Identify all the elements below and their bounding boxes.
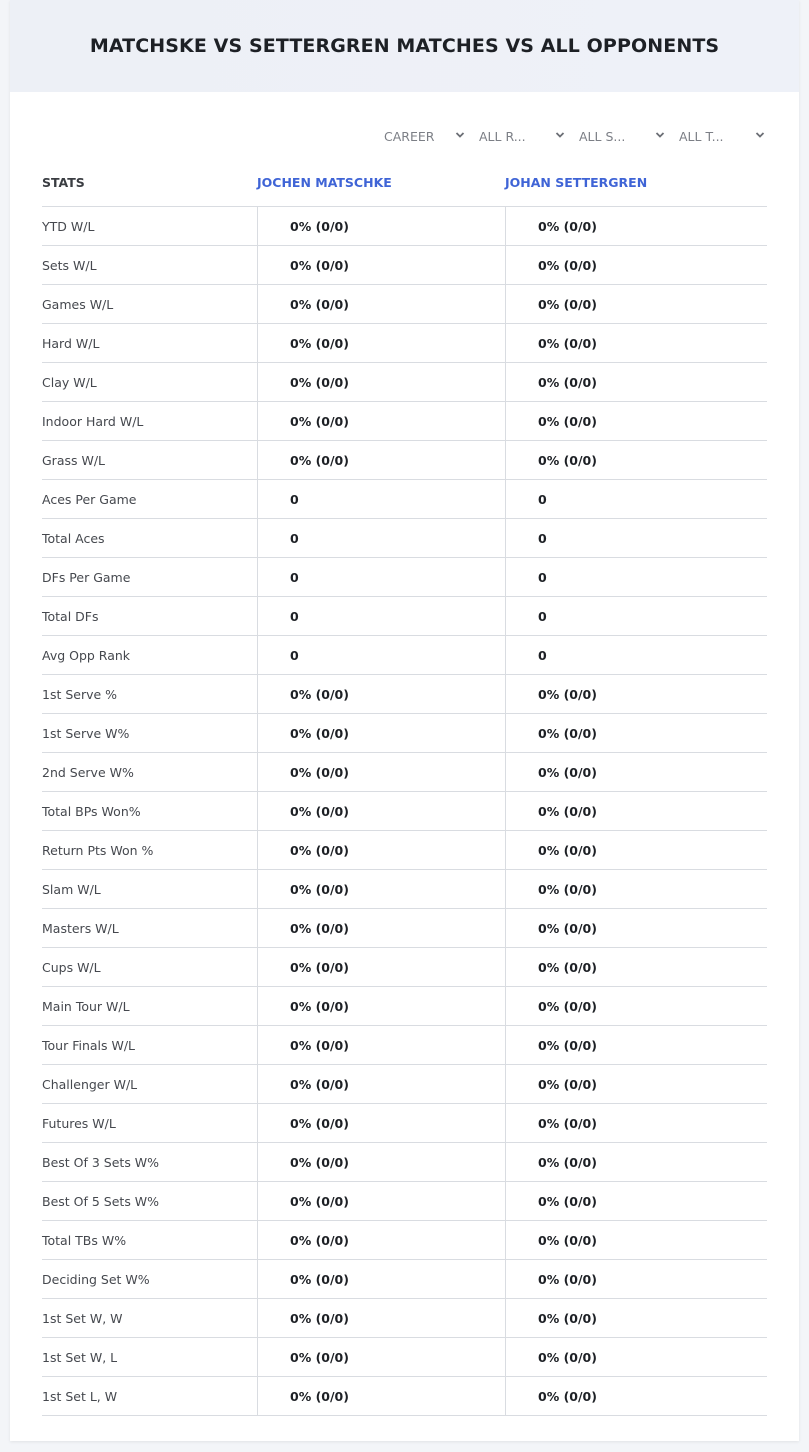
player2-value: 0% (0/0) (505, 831, 767, 869)
player1-value: 0 (257, 519, 505, 557)
stat-label: YTD W/L (42, 218, 95, 234)
player2-value: 0% (0/0) (505, 207, 767, 245)
player2-value: 0% (0/0) (505, 246, 767, 284)
player1-link[interactable]: JOCHEN MATSCHKE (257, 174, 392, 190)
filter-label: ALL T... (679, 128, 724, 144)
column-header-stats: STATS (42, 174, 85, 190)
player1-value: 0% (0/0) (257, 1377, 505, 1415)
filter-bar (10, 124, 799, 148)
player1-value: 0% (0/0) (257, 1182, 505, 1220)
stat-label: Return Pts Won % (42, 842, 154, 858)
table-row (42, 1260, 767, 1299)
player1-value: 0% (0/0) (257, 207, 505, 245)
player1-value: 0% (0/0) (257, 1260, 505, 1298)
player2-value: 0% (0/0) (505, 1299, 767, 1337)
table-row (42, 441, 767, 480)
table-row (42, 558, 767, 597)
table-row (42, 1065, 767, 1104)
player2-value: 0% (0/0) (505, 1104, 767, 1142)
table-row (42, 1338, 767, 1377)
player2-value: 0% (0/0) (505, 1377, 767, 1415)
table-row (42, 987, 767, 1026)
player2-value: 0% (0/0) (505, 1143, 767, 1181)
stat-label: 1st Set L, W (42, 1388, 118, 1404)
filter-label: ALL S... (579, 128, 626, 144)
player1-value: 0% (0/0) (257, 1143, 505, 1181)
table-row (42, 909, 767, 948)
player1-value: 0% (0/0) (257, 1104, 505, 1142)
table-row (42, 636, 767, 675)
chevron-down-icon (655, 130, 665, 140)
stat-label: Challenger W/L (42, 1076, 138, 1092)
player1-value: 0% (0/0) (257, 831, 505, 869)
table-row (42, 1143, 767, 1182)
table-row (42, 714, 767, 753)
player2-value: 0% (0/0) (505, 714, 767, 752)
player1-value: 0% (0/0) (257, 1026, 505, 1064)
player1-value: 0 (257, 558, 505, 596)
stat-label: Best Of 3 Sets W% (42, 1154, 160, 1170)
table-row (42, 285, 767, 324)
table-row (42, 1377, 767, 1416)
table-row (42, 948, 767, 987)
stat-label: 2nd Serve W% (42, 764, 134, 780)
player1-value: 0% (0/0) (257, 1338, 505, 1376)
player1-value: 0% (0/0) (257, 441, 505, 479)
stat-label: Indoor Hard W/L (42, 413, 144, 429)
player2-value: 0% (0/0) (505, 1221, 767, 1259)
player2-value: 0 (505, 480, 767, 518)
player2-value: 0% (0/0) (505, 909, 767, 947)
table-row (42, 402, 767, 441)
stats-table (42, 158, 767, 1416)
player1-value: 0% (0/0) (257, 246, 505, 284)
table-row (42, 870, 767, 909)
player2-link[interactable]: JOHAN SETTERGREN (505, 174, 648, 190)
table-row (42, 675, 767, 714)
table-row (42, 519, 767, 558)
filter-surface-select[interactable] (579, 124, 665, 148)
player2-value: 0% (0/0) (505, 285, 767, 323)
player1-value: 0% (0/0) (257, 1299, 505, 1337)
table-row (42, 324, 767, 363)
player1-value: 0% (0/0) (257, 870, 505, 908)
table-row (42, 831, 767, 870)
table-row (42, 753, 767, 792)
player1-value: 0% (0/0) (257, 909, 505, 947)
table-row (42, 1104, 767, 1143)
player1-value: 0% (0/0) (257, 987, 505, 1025)
stat-label: 1st Serve % (42, 686, 118, 702)
player1-value: 0% (0/0) (257, 363, 505, 401)
table-row (42, 480, 767, 519)
table-row (42, 1221, 767, 1260)
player2-value: 0% (0/0) (505, 363, 767, 401)
filter-round-select[interactable] (479, 124, 565, 148)
player1-value: 0% (0/0) (257, 402, 505, 440)
stat-label: Clay W/L (42, 374, 97, 390)
player1-value: 0% (0/0) (257, 948, 505, 986)
player2-value: 0 (505, 636, 767, 674)
stat-label: 1st Serve W% (42, 725, 130, 741)
player2-value: 0% (0/0) (505, 792, 767, 830)
chevron-down-icon (755, 130, 765, 140)
stat-label: Sets W/L (42, 257, 97, 273)
player2-value: 0% (0/0) (505, 1026, 767, 1064)
table-row (42, 1299, 767, 1338)
chevron-down-icon (455, 130, 465, 140)
player2-value: 0% (0/0) (505, 402, 767, 440)
stat-label: Best Of 5 Sets W% (42, 1193, 160, 1209)
stat-label: Deciding Set W% (42, 1271, 150, 1287)
table-row (42, 1026, 767, 1065)
stat-label: DFs Per Game (42, 569, 131, 585)
player2-value: 0% (0/0) (505, 675, 767, 713)
player1-value: 0% (0/0) (257, 1065, 505, 1103)
stat-label: Hard W/L (42, 335, 100, 351)
player2-value: 0% (0/0) (505, 1260, 767, 1298)
player2-value: 0% (0/0) (505, 948, 767, 986)
table-row (42, 792, 767, 831)
page-title: MATCHSKE VS SETTERGREN MATCHES VS ALL OPPONENTS (89, 35, 720, 57)
player1-value: 0% (0/0) (257, 753, 505, 791)
stats-card (10, 0, 799, 1441)
stat-label: Total Aces (42, 530, 105, 546)
stat-label: Cups W/L (42, 959, 101, 975)
filter-period-select[interactable] (384, 124, 465, 148)
filter-label: CAREER (384, 128, 435, 144)
card-header (10, 0, 799, 92)
stat-label: Total BPs Won% (42, 803, 141, 819)
player2-value: 0% (0/0) (505, 1182, 767, 1220)
chevron-down-icon (555, 130, 565, 140)
player2-value: 0 (505, 558, 767, 596)
player2-value: 0% (0/0) (505, 987, 767, 1025)
player2-value: 0% (0/0) (505, 1338, 767, 1376)
player2-value: 0% (0/0) (505, 753, 767, 791)
stat-label: Masters W/L (42, 920, 119, 936)
stat-label: Aces Per Game (42, 491, 137, 507)
player1-value: 0% (0/0) (257, 675, 505, 713)
stat-label: 1st Set W, L (42, 1349, 118, 1365)
stat-label: Tour Finals W/L (42, 1037, 136, 1053)
player1-value: 0% (0/0) (257, 792, 505, 830)
player1-value: 0 (257, 480, 505, 518)
player1-value: 0% (0/0) (257, 285, 505, 323)
stat-label: Main Tour W/L (42, 998, 130, 1014)
table-row (42, 597, 767, 636)
table-header (42, 158, 767, 207)
stat-label: Futures W/L (42, 1115, 116, 1131)
table-row (42, 363, 767, 402)
player1-value: 0 (257, 636, 505, 674)
player1-value: 0 (257, 597, 505, 635)
stat-label: Total TBs W% (42, 1232, 127, 1248)
table-row (42, 246, 767, 285)
table-row (42, 207, 767, 246)
stat-label: Total DFs (42, 608, 99, 624)
player2-value: 0% (0/0) (505, 324, 767, 362)
filter-tournament-select[interactable] (679, 124, 765, 148)
table-row (42, 1182, 767, 1221)
player2-value: 0% (0/0) (505, 1065, 767, 1103)
stat-label: Slam W/L (42, 881, 101, 897)
filter-label: ALL R... (479, 128, 526, 144)
player2-value: 0 (505, 519, 767, 557)
player2-value: 0% (0/0) (505, 870, 767, 908)
stat-label: 1st Set W, W (42, 1310, 123, 1326)
stat-label: Games W/L (42, 296, 114, 312)
stat-label: Grass W/L (42, 452, 106, 468)
table-body (42, 207, 767, 1416)
player1-value: 0% (0/0) (257, 324, 505, 362)
player1-value: 0% (0/0) (257, 714, 505, 752)
player1-value: 0% (0/0) (257, 1221, 505, 1259)
player2-value: 0 (505, 597, 767, 635)
stat-label: Avg Opp Rank (42, 647, 131, 663)
player2-value: 0% (0/0) (505, 441, 767, 479)
